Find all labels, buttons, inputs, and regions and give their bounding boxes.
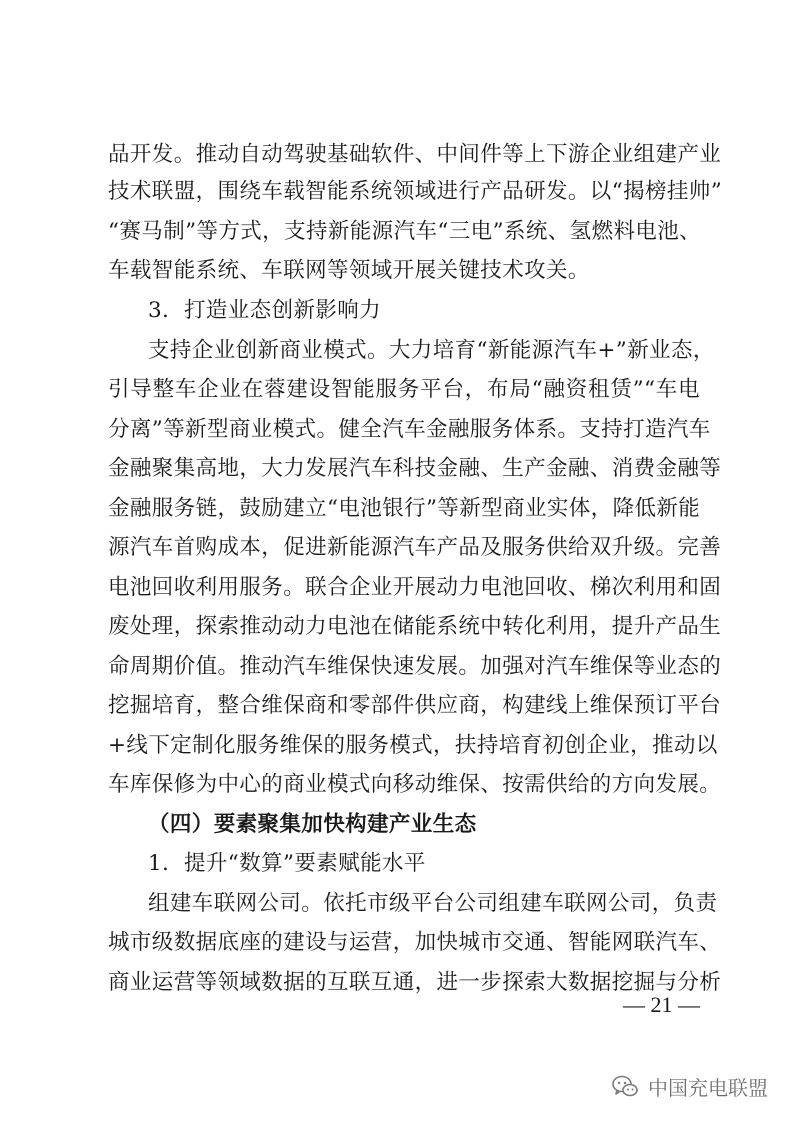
body-line: 品开发。推动自动驾驶基础软件、中间件等上下游企业组建产业 — [108, 142, 722, 167]
section-heading: 1．提升“数算”要素赋能水平 — [148, 851, 426, 876]
body-line: 挖掘培育，整合维保商和零部件供应商，构建线上维保预订平台 — [108, 693, 722, 718]
body-line: 电池回收利用服务。联合企业开展动力电池回收、梯次利用和固 — [108, 575, 722, 600]
body-line: 车载智能系统、车联网等领域开展关键技术攻关。 — [108, 258, 590, 283]
body-line: 源汽车首购成本，促进新能源汽车产品及服务供给双升级。完善 — [108, 535, 722, 560]
watermark — [610, 1070, 768, 1102]
wechat-icon — [610, 1071, 640, 1101]
section-heading: 3．打造业态创新影响力 — [148, 298, 382, 323]
body-line: 引导整车企业在蓉建设智能服务平台，布局“融资租赁”“车电 — [108, 377, 700, 402]
page-number: — 21 — — [623, 992, 700, 1017]
body-line: “赛马制”等方式，支持新能源汽车“三电”系统、氢燃料电池、 — [108, 219, 702, 244]
body-line: +线下定制化服务维保的服务模式，扶持培育初创企业，推动以 — [108, 733, 718, 758]
body-line: 金融服务链，鼓励建立“电池银行”等新型商业实体，降低新能 — [108, 496, 701, 521]
body-line: 技术联盟，围绕车载智能系统领域进行产品研发。以“揭榜挂帅” — [108, 179, 723, 204]
body-line: 支持企业创新商业模式。大力培育“新能源汽车+”新业态， — [148, 338, 715, 363]
watermark-text: 中国充电联盟 — [648, 1075, 768, 1100]
body-line: 城市级数据底座的建设与运营，加快城市交通、智能网联汽车、 — [108, 930, 722, 955]
body-line: 命周期价值。推动汽车维保快速发展。加强对汽车维保等业态的 — [108, 654, 722, 679]
section-heading: （四）要素聚集加快构建产业生态 — [148, 812, 477, 837]
body-line: 金融聚集高地，大力发展汽车科技金融、生产金融、消费金融等 — [108, 456, 722, 481]
body-line: 分离”等新型商业模式。健全汽车金融服务体系。支持打造汽车 — [108, 417, 711, 442]
body-line: 商业运营等领域数据的互联互通，进一步探索大数据挖掘与分析 — [108, 970, 722, 995]
body-line: 组建车联网公司。依托市级平台公司组建车联网公司，负责 — [148, 891, 718, 916]
body-line: 废处理，探索推动动力电池在储能系统中转化利用，提升产品生 — [108, 614, 722, 639]
body-line: 车库保修为中心的商业模式向移动维保、按需供给的方向发展。 — [108, 772, 722, 797]
